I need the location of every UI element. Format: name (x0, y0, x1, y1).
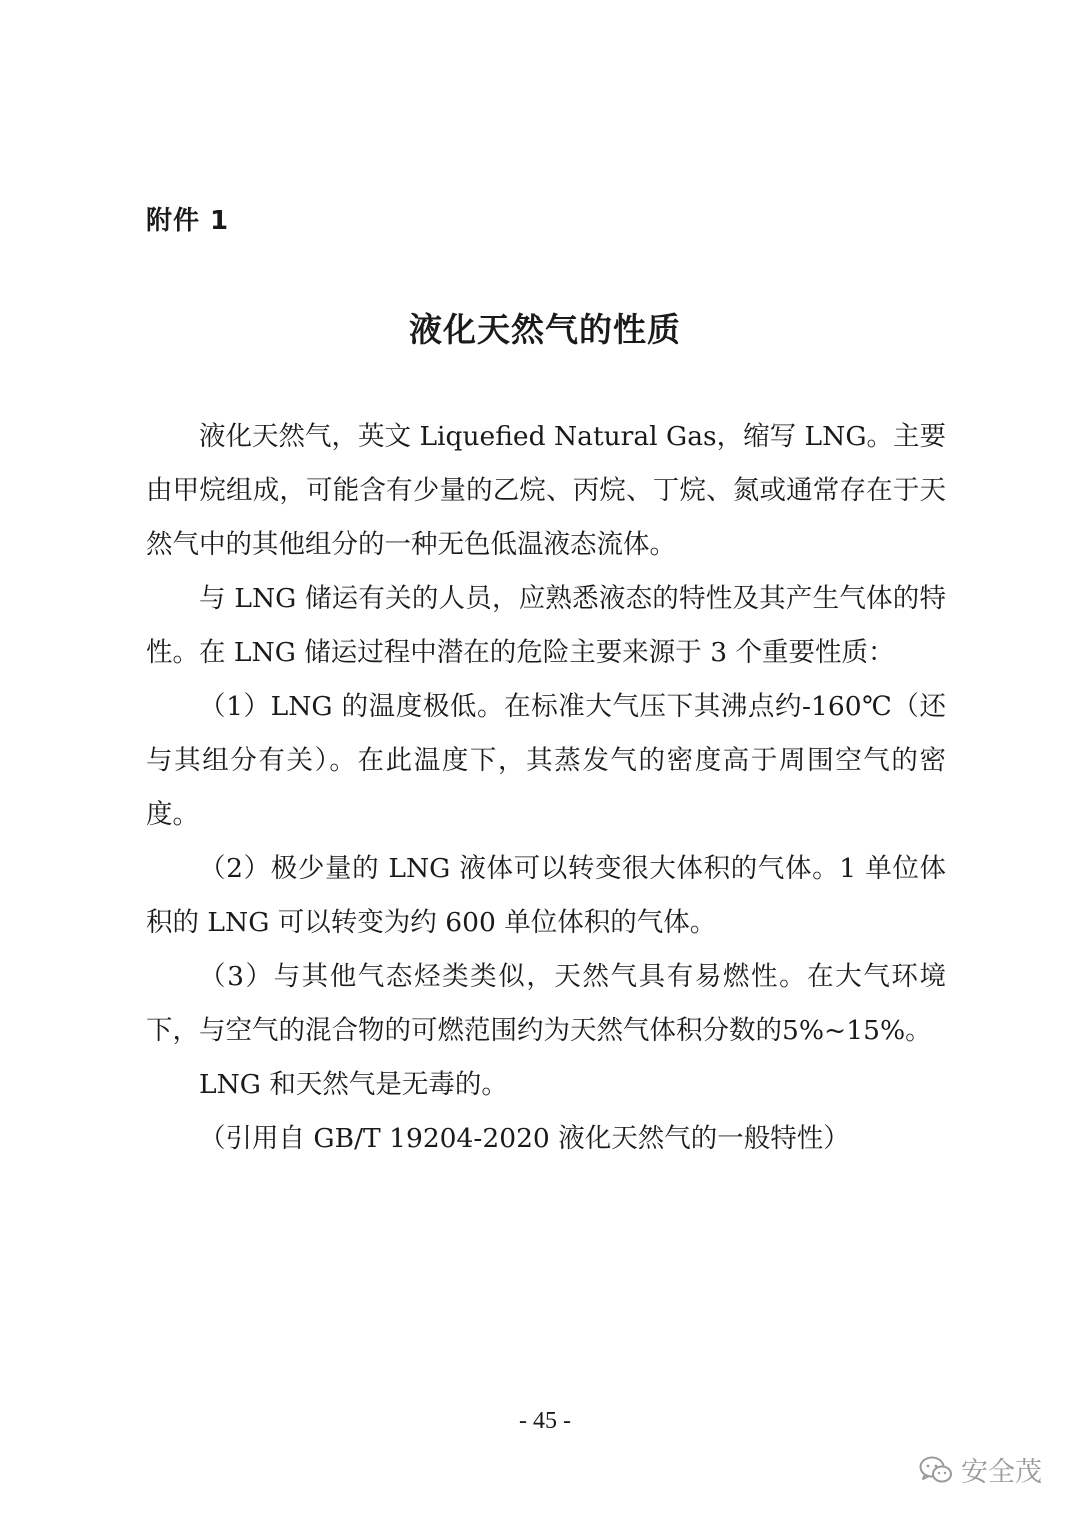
paragraph-hazards-intro: 与 LNG 储运有关的人员，应熟悉液态的特性及其产生气体的特性。在 LNG 储运过程中潜在的危险主要来源于 3 个重要性质： (146, 583, 946, 668)
wechat-icon (919, 1455, 953, 1485)
document-body (146, 410, 946, 1166)
watermark (919, 1450, 1042, 1489)
paragraph-property-2: （2）极少量的 LNG 液体可以转变很大体积的气体。1 单位体积的 LNG 可以转变为约 600 单位体积的气体。 (146, 853, 946, 938)
paragraph-non-toxic: LNG 和天然气是无毒的。 (199, 1069, 508, 1100)
document-title: 液化天然气的性质 (409, 310, 681, 349)
paragraph-property-3: （3）与其他气态烃类类似，天然气具有易燃性。在大气环境下，与空气的混合物的可燃范围约为天然气体积分数的5%~15%。 (146, 961, 946, 1046)
paragraph-definition: 液化天然气，英文 Liquefied Natural Gas，缩写 LNG。主要由甲烷组成，可能含有少量的乙烷、丙烷、丁烷、氮或通常存在于天然气中的其他组分的一种无色低温液态流体。 (146, 421, 946, 560)
paragraph-citation: （引用自 GB/T 19204-2020 液化天然气的一般特性） (199, 1123, 850, 1154)
paragraph-property-1: （1）LNG 的温度极低。在标准大气压下其沸点约-160℃（还与其组分有关）。在此温度下，其蒸发气的密度高于周围空气的密度。 (146, 691, 946, 830)
page-number: - 45 - (519, 1408, 571, 1434)
attachment-label: 附件 1 (146, 206, 230, 236)
watermark-text: 安全茂 (961, 1457, 1042, 1488)
